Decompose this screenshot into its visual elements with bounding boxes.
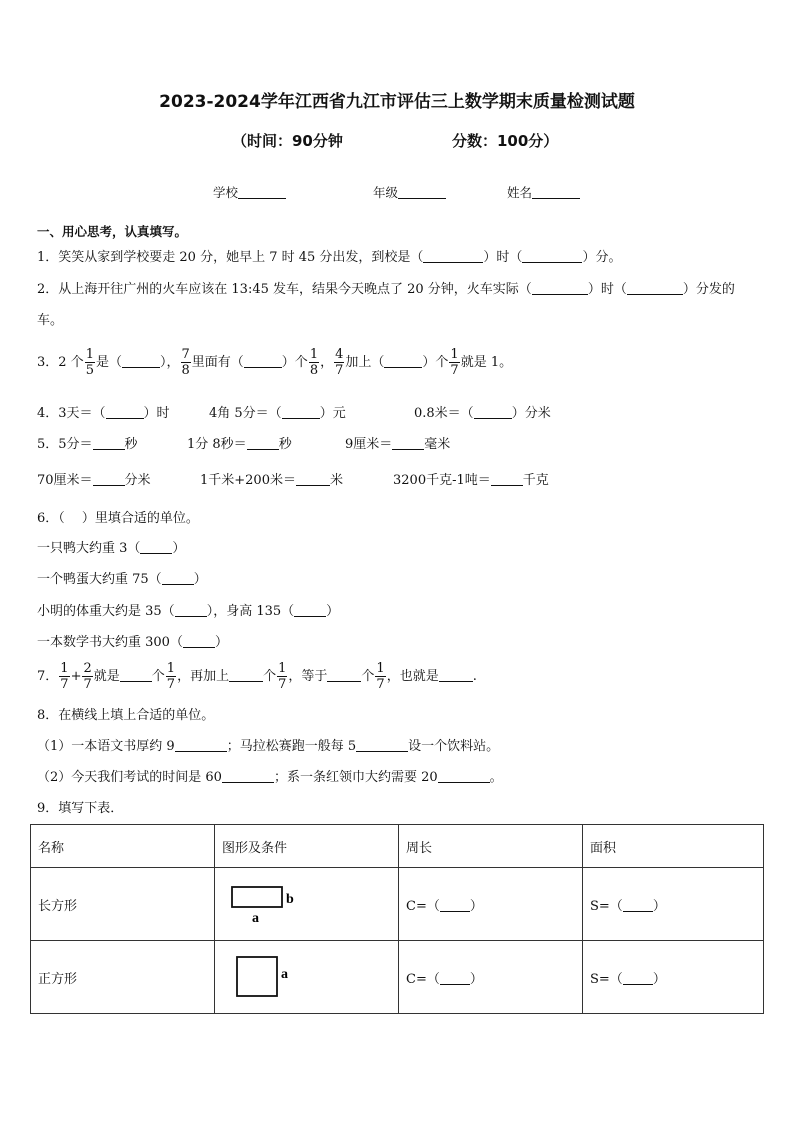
fraction: $\frac{4}{7}$ [335, 347, 344, 378]
answer-blank[interactable] [440, 899, 470, 912]
answer-blank[interactable] [244, 355, 282, 368]
question-6-line-4: 一本数学书大约重 300（ ） [37, 635, 228, 650]
question-4b: 4角 5分＝（ ）元 [209, 406, 346, 421]
fraction: $\frac{1}{8}$ [309, 347, 319, 378]
answer-blank[interactable] [140, 541, 172, 554]
name-label: 姓名 [507, 185, 533, 200]
square-figure [229, 954, 329, 1000]
grade-field[interactable] [373, 183, 446, 201]
answer-blank[interactable] [627, 282, 683, 295]
answer-blank[interactable] [120, 669, 152, 682]
answer-blank[interactable] [183, 635, 215, 648]
question-8-line-1: （1）一本语文书厚约 9 ；马拉松赛跑一般每 5 设一个饮料站。 [37, 739, 500, 754]
answer-blank[interactable] [175, 739, 227, 752]
fraction: $\frac{1}{7}$ [450, 347, 459, 378]
table-header: 名称 [31, 825, 215, 868]
question-5d: 70厘米＝ 分米 [37, 473, 151, 488]
grade-label: 年级 [373, 185, 399, 200]
rectangle-figure [229, 884, 329, 924]
shape-name: 正方形 [31, 941, 215, 1014]
answer-blank[interactable] [438, 770, 490, 783]
question-5c: 9厘米＝ 毫米 [345, 437, 451, 452]
perimeter-cell: C=（ ） [399, 868, 583, 941]
answer-blank[interactable] [623, 899, 653, 912]
answer-blank[interactable] [93, 473, 125, 486]
table-row [31, 941, 764, 1014]
score-label: 分数：100分） [452, 132, 559, 150]
answer-blank[interactable] [247, 437, 279, 450]
name-blank[interactable] [532, 186, 580, 199]
answer-blank[interactable] [491, 473, 523, 486]
question-7: 7． $\frac{1}{7}$ + $\frac{2}{7}$ 就是 个 $\frac{1}{7}$ ，再加上 个 $\frac{1}{7}$ ，等于 个 $\frac{1}{7}$ ，也就是 . [37, 661, 477, 692]
answer-blank[interactable] [384, 355, 422, 368]
answer-blank[interactable] [532, 282, 588, 295]
answer-blank[interactable] [106, 406, 144, 419]
answer-blank[interactable] [294, 604, 326, 617]
shape-table [30, 824, 764, 1014]
fraction: $\frac{1}{7}$ [278, 661, 287, 692]
area-cell: S=（ ） [583, 868, 764, 941]
side-b-label: b [286, 892, 294, 907]
school-label: 学校 [213, 185, 239, 200]
question-6-heading: 6．（ ）里填合适的单位。 [37, 511, 199, 526]
section-1-heading: 一、用心思考，认真填写。 [37, 224, 188, 239]
answer-blank[interactable] [175, 604, 207, 617]
answer-blank[interactable] [439, 669, 473, 682]
table-header-row [31, 825, 764, 868]
question-2: 2．从上海开往广州的火车应该在 13:45 发车，结果今天晚点了 20 分钟，火车实际（ ）时（ ）分发的 [37, 282, 735, 297]
answer-blank[interactable] [356, 739, 408, 752]
table-row [31, 868, 764, 941]
question-5f: 3200千克-1吨＝ 千克 [393, 473, 549, 488]
answer-blank[interactable] [122, 355, 160, 368]
fraction: $\frac{7}{8}$ [181, 347, 190, 378]
question-4c: 0.8米＝（ ）分米 [414, 406, 551, 421]
page-title: 2023-2024学年江西省九江市评估三上数学期末质量检测试题 [159, 92, 635, 112]
table-header: 周长 [399, 825, 583, 868]
question-9-heading: 9．填写下表． [37, 801, 124, 816]
answer-blank[interactable] [423, 250, 483, 263]
answer-blank[interactable] [327, 669, 361, 682]
answer-blank[interactable] [222, 770, 274, 783]
fraction: $\frac{1}{7}$ [60, 661, 69, 692]
question-1: 1．笑笑从家到学校要走 20 分，她早上 7 时 45 分出发，到校是（ ）时（ ）分。 [37, 250, 622, 265]
table-header: 面积 [583, 825, 764, 868]
fraction: $\frac{2}{7}$ [83, 661, 92, 692]
question-6-line-3: 小明的体重大约是 35（ ），身高 135（ ） [37, 604, 340, 619]
perimeter-cell: C=（ ） [399, 941, 583, 1014]
answer-blank[interactable] [440, 972, 470, 985]
question-5e: 1千米+200米＝ 米 [200, 473, 343, 488]
question-6-line-1: 一只鸭大约重 3（ ） [37, 541, 186, 556]
answer-blank[interactable] [282, 406, 320, 419]
answer-blank[interactable] [93, 437, 125, 450]
answer-blank[interactable] [522, 250, 582, 263]
answer-blank[interactable] [296, 473, 330, 486]
time-label: （时间：90分钟 [232, 132, 343, 150]
school-field[interactable] [213, 183, 286, 201]
question-5b: 1分 8秒＝ 秒 [187, 437, 292, 452]
answer-blank[interactable] [162, 572, 194, 585]
grade-blank[interactable] [398, 186, 446, 199]
area-cell: S=（ ） [583, 941, 764, 1014]
question-3: 3．2 个 $\frac{1}{5}$ 是（ ）， $\frac{7}{8}$ 里面有（ ）个 $\frac{1}{8}$ ， $\frac{4}{7}$ 加上（ ）个 $\frac{1}{7}$ 就是 1。 [37, 347, 513, 378]
shape-name: 长方形 [31, 868, 215, 941]
question-5a: 5．5分＝ 秒 [37, 437, 138, 452]
side-a-label: a [252, 911, 259, 924]
question-6-line-2: 一个鸭蛋大约重 75（ ） [37, 572, 207, 587]
question-4a: 4．3天＝（ ）时 [37, 406, 170, 421]
answer-blank[interactable] [392, 437, 424, 450]
name-field[interactable] [507, 183, 580, 201]
answer-blank[interactable] [229, 669, 263, 682]
fraction: $\frac{1}{5}$ [85, 347, 94, 378]
table-header: 图形及条件 [215, 825, 399, 868]
side-a-label: a [281, 967, 288, 982]
answer-blank[interactable] [474, 406, 512, 419]
question-8-line-2: （2）今天我们考试的时间是 60 ；系一条红领巾大约需要 20 。 [37, 770, 503, 785]
answer-blank[interactable] [623, 972, 653, 985]
question-2-cont: 车。 [37, 313, 64, 328]
rectangle-figure-cell [215, 868, 399, 941]
school-blank[interactable] [238, 186, 286, 199]
square-figure-cell [215, 941, 399, 1014]
question-8-heading: 8．在横线上填上合适的单位。 [37, 708, 215, 723]
fraction: $\frac{1}{7}$ [376, 661, 385, 692]
fraction: $\frac{1}{7}$ [166, 661, 176, 692]
